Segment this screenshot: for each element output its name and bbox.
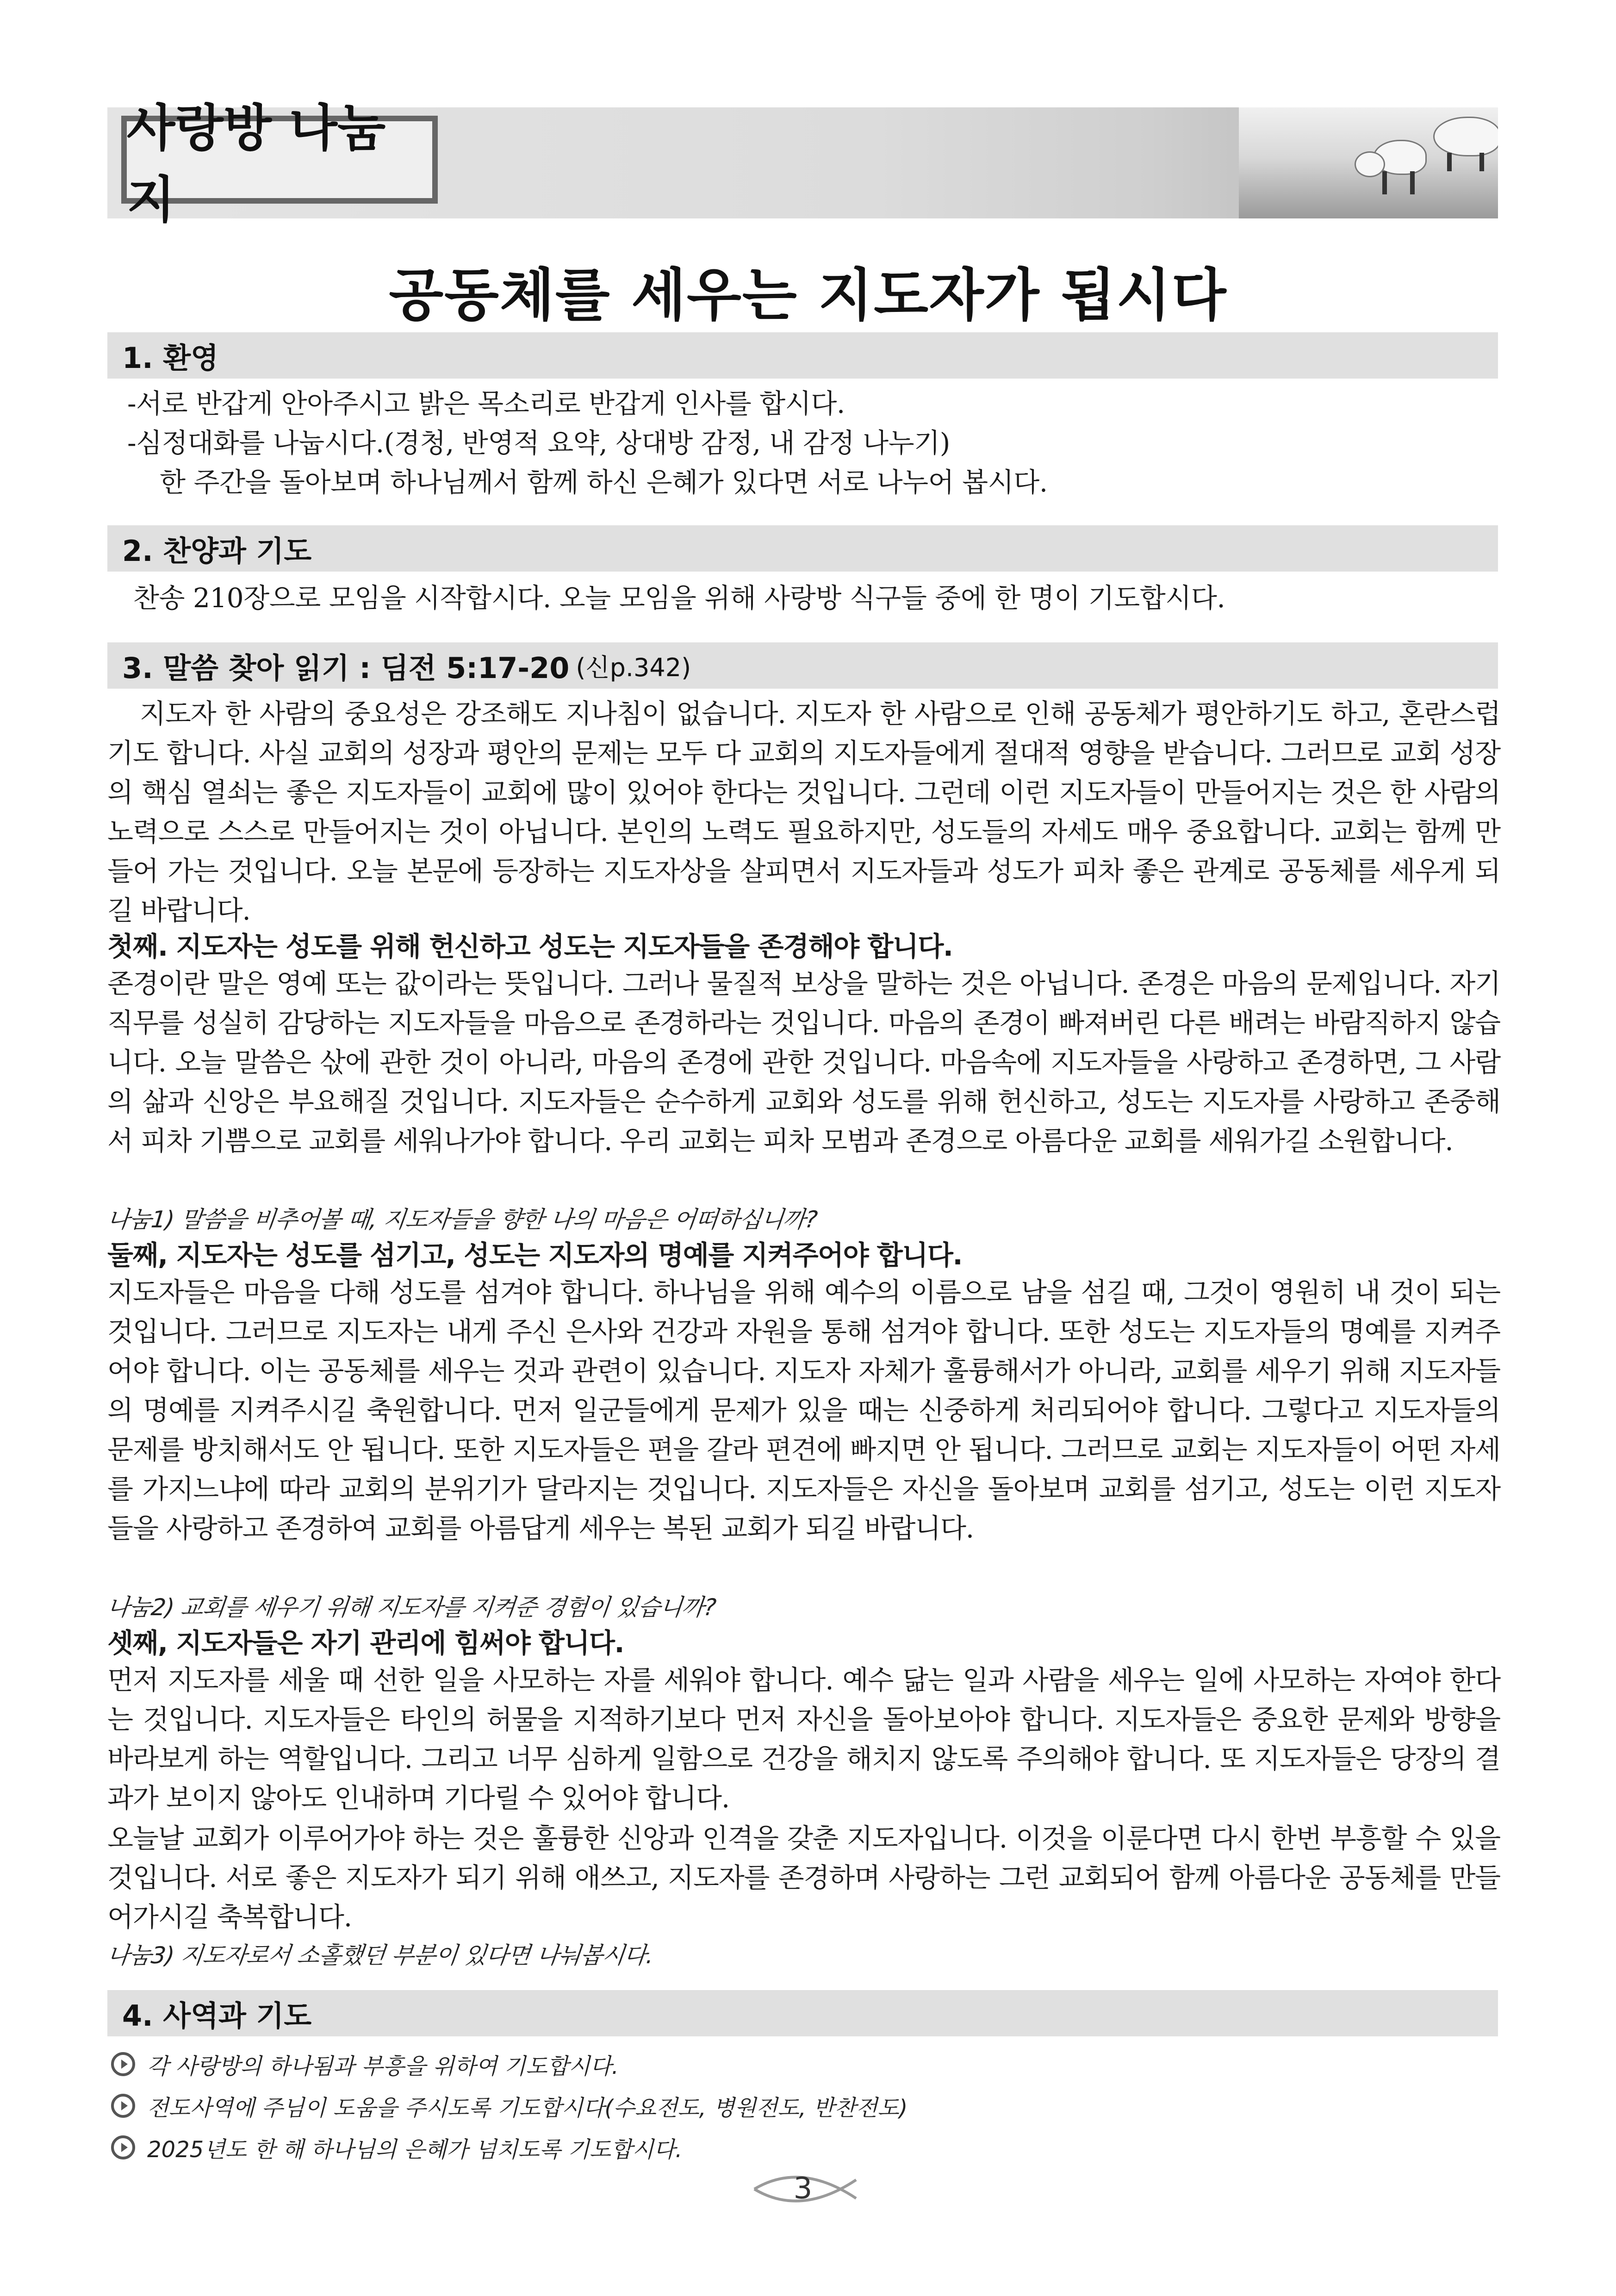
sharing-question-2: 나눔2) 교회를 세우기 위해 지도자를 지켜준 경험이 있습니까?	[106, 1594, 717, 1621]
prayer-item-text: 전도사역에 주님이 도움을 주시도록 기도합시다(수요전도, 병원전도, 반찬전도)	[147, 2095, 908, 2121]
praise-body: 찬송 210장으로 모임을 시작합시다. 오늘 모임을 위해 사랑방 식구들 중에 한 명이 기도합시다.	[133, 582, 1225, 614]
prayer-item-text: 각 사랑방의 하나됨과 부흥을 위하여 기도합시다.	[147, 2053, 619, 2079]
point-three: 셋째, 지도자들은 자기 관리에 힘써야 합니다.	[107, 1627, 624, 1659]
page-title: 공동체를 세우는 지도자가 됩시다	[389, 262, 1227, 328]
page-number	[750, 2161, 870, 2217]
play-arrow-icon	[111, 2052, 135, 2076]
sheep-shape	[1433, 117, 1498, 156]
section-heading-welcome	[107, 332, 1498, 379]
prayer-item	[111, 2129, 682, 2166]
section-heading-praise	[107, 525, 1498, 572]
welcome-body	[127, 384, 1492, 502]
sheep-leg	[1410, 171, 1415, 194]
welcome-line: 한 주간을 돌아보며 하나님께서 함께 하신 은혜가 있다면 서로 나누어 봅시다.	[160, 467, 1048, 498]
scripture-reference: (신p.342)	[576, 653, 691, 682]
section-heading-text: 2. 찬양과 기도	[122, 534, 312, 568]
point-three-body: 먼저 지도자를 세울 때 선한 일을 사모하는 자를 세워야 합니다. 예수 닮는 일과 사람을 세우는 일에 사모하는 자여야 한다는 것입니다. 지도자들은 타인의 허물을 지적하기보다 먼저 자신을 돌아보아야 합니다. 지도자들은 중요한 문제와 방향을 바라보게 하는 역할입니다. 그리고 너무 심하게 일함으로 건강을 해치지 않도록 주의해야 합니다. 또 지도자들은 당장의 결과가 보이지 않아도 인내하며 기다릴 수 있어야 합니다.	[107, 1664, 1500, 1814]
sheep-head-shape	[1355, 151, 1385, 177]
play-arrow-icon	[111, 2094, 135, 2118]
point-two-body: 지도자들은 마음을 다해 성도를 섬겨야 합니다. 하나님을 위해 예수의 이름으로 남을 섬길 때, 그것이 영원히 내 것이 되는 것입니다. 그러므로 지도자는 내게 주신 은사와 건강과 자원을 통해 섬겨야 합니다. 또한 성도는 지도자들의 명예를 지켜주어야 합니다. 이는 공동체를 세우는 것과 관련이 있습니다. 지도자 자체가 훌륭해서가 아니라, 교회를 세우기 위해 지도자들의 명예를 지켜주시길 축원합니다. 먼저 일군들에게 문제가 있을 때는 신중하게 처리되어야 합니다. 그렇다고 지도자들의 문제를 방치해서도 안 됩니다. 또한 지도자들은 편을 갈라 편견에 빠지면 안 됩니다. 그러므로 교회는 지도자들이 어떤 자세를 가지느냐에 따라 교회의 분위기가 달라지는 것입니다. 지도자들은 자신을 돌아보며 교회를 섬기고, 성도는 이런 지도자들을 사랑하고 존경하여 교회를 아름답게 세우는 복된 교회가 되길 바랍니다.	[107, 1276, 1500, 1544]
sharing-question-1: 나눔1) 말씀을 비추어볼 때, 지도자들을 향한 나의 마음은 어떠하십니까?	[106, 1206, 819, 1233]
sheep-leg	[1447, 153, 1452, 171]
prayer-item-text: 2025년도 한 해 하나님의 은혜가 넘치도록 기도합시다.	[147, 2136, 683, 2163]
prayer-item	[111, 2046, 619, 2083]
section-heading-text: 4. 사역과 기도	[122, 1998, 312, 2033]
sharing-question-3: 나눔3) 지도자로서 소홀했던 부분이 있다면 나눠봅시다.	[106, 1942, 655, 1969]
section-heading-scripture	[107, 642, 1498, 689]
section-heading-text: 1. 환영	[122, 341, 219, 375]
welcome-line: -서로 반갑게 안아주시고 밝은 목소리로 반갑게 인사를 합시다.	[127, 388, 845, 419]
point-one: 첫째. 지도자는 성도를 위해 헌신하고 성도는 지도자들을 존경해야 합니다.	[107, 931, 953, 962]
sheep-leg	[1479, 153, 1484, 171]
sheep-photo	[1239, 107, 1498, 218]
welcome-line: -심정대화를 나눕시다.(경청, 반영적 요약, 상대방 감정, 내 감정 나누기)	[127, 427, 950, 459]
sheep-leg	[1382, 171, 1387, 194]
section-heading-text: 3. 말씀 찾아 읽기 : 딤전 5:17-20	[122, 651, 570, 685]
section-tag: 사랑방 나눔지	[121, 116, 438, 204]
section-heading-prayer	[107, 1990, 1498, 2036]
scripture-intro: 지도자 한 사람의 중요성은 강조해도 지나침이 없습니다. 지도자 한 사람으로 인해 공동체가 평안하기도 하고, 혼란스럽기도 합니다. 사실 교회의 성장과 평안의 문제는 모두 다 교회의 지도자들에게 절대적 영향을 받습니다. 그러므로 교회 성장의 핵심 열쇠는 좋은 지도자들이 교회에 많이 있어야 한다는 것입니다. 그런데 이런 지도자들이 만들어지는 것은 한 사람의 노력으로 스스로 만들어지는 것이 아닙니다. 본인의 노력도 필요하지만, 성도들의 자세도 매우 중요합니다. 교회는 함께 만들어 가는 것입니다. 오늘 본문에 등장하는 지도자상을 살피면서 지도자들과 성도가 피차 좋은 관계로 공동체를 세우게 되길 바랍니다.	[107, 698, 1500, 926]
closing-body: 오늘날 교회가 이루어가야 하는 것은 훌륭한 신앙과 인격을 갖춘 지도자입니다. 이것을 이룬다면 다시 한번 부흥할 수 있을 것입니다. 서로 좋은 지도자가 되기 위해 애쓰고, 지도자를 존경하며 사랑하는 그런 교회되어 함께 아름다운 공동체를 만들어가시길 축복합니다.	[107, 1823, 1500, 1933]
page-number-text: 3	[793, 2172, 813, 2206]
point-two: 둘째, 지도자는 성도를 섬기고, 성도는 지도자의 명예를 지켜주어야 합니다.	[107, 1239, 962, 1271]
prayer-item	[111, 2087, 907, 2124]
play-arrow-icon	[111, 2135, 135, 2159]
point-one-body: 존경이란 말은 영예 또는 값이라는 뜻입니다. 그러나 물질적 보상을 말하는 것은 아닙니다. 존경은 마음의 문제입니다. 자기 직무를 성실히 감당하는 지도자들을 마음으로 존경하라는 것입니다. 마음의 존경이 빠져버린 다른 배려는 바람직하지 않습니다. 오늘 말씀은 삯에 관한 것이 아니라, 마음의 존경에 관한 것입니다. 마음속에 지도자들을 사랑하고 존경하면, 그 사람의 삶과 신앙은 부요해질 것입니다. 지도자들은 순수하게 교회와 성도를 위해 헌신하고, 성도는 지도자를 사랑하고 존중해서 피차 기쁨으로 교회를 세워나가야 합니다. 우리 교회는 피차 모범과 존경으로 아름다운 교회를 세워가길 소원합니다.	[107, 968, 1500, 1157]
